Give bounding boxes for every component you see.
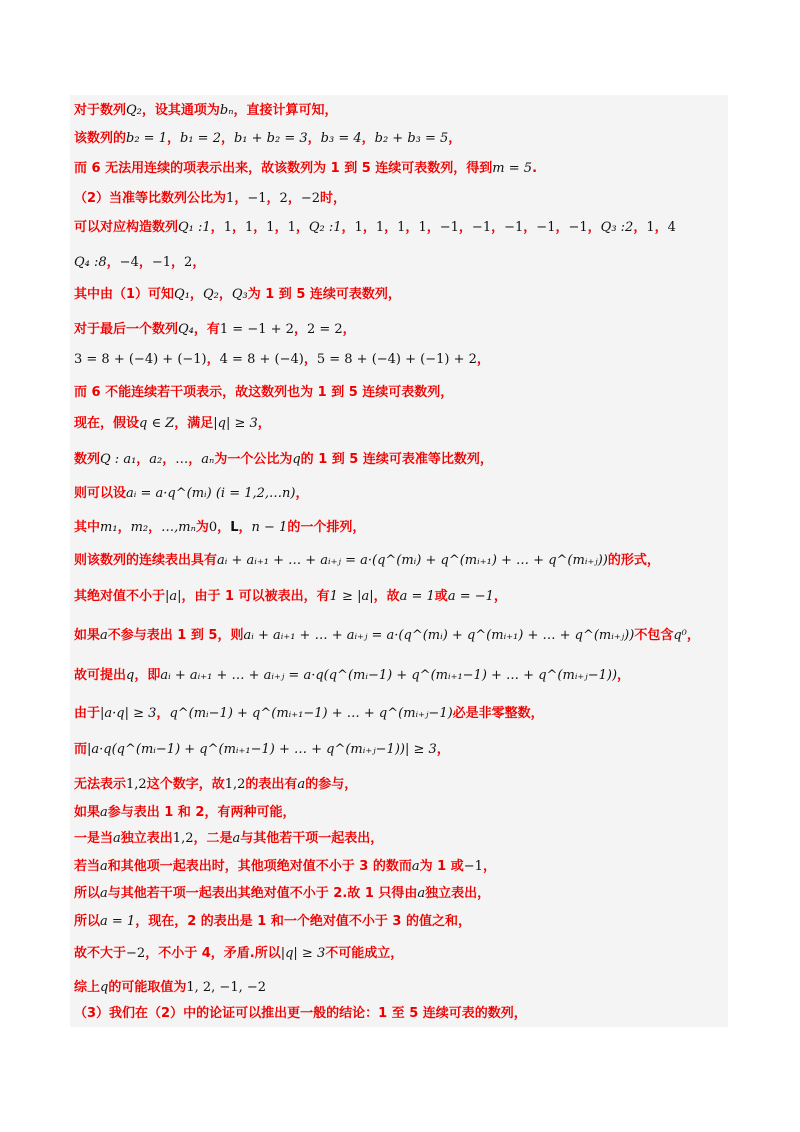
line-24	[74, 855, 496, 879]
math-run: a	[113, 831, 121, 846]
math-run: 1,2	[126, 777, 147, 792]
line-23	[74, 827, 383, 851]
line-14	[74, 516, 365, 540]
math-run: q	[100, 980, 109, 995]
math-run: Q₄	[178, 322, 194, 337]
math-run: Q₂ :1	[308, 220, 342, 235]
text-run: ，	[458, 220, 472, 235]
text-run: ，	[117, 520, 131, 535]
math-run: q⁰	[673, 628, 687, 643]
text-run: 为 1 到 5 连续可表数列，	[247, 287, 401, 302]
text-run: ，	[192, 255, 206, 270]
math-run: q^(mᵢ−1) + q^(mᵢ₊₁−1) + … + q^(mᵢ₊ⱼ−1)	[169, 706, 453, 721]
math-run: b₂ = 1	[126, 131, 167, 146]
math-run: a	[100, 859, 108, 874]
text-run: 而 6 不能连续若干项表示，故这数列也为 1 到 5 连续可表数列，	[74, 385, 454, 400]
math-run: 1	[244, 220, 254, 235]
text-run: 其中	[74, 520, 101, 535]
text-run: 时，	[320, 191, 347, 206]
text-run: 现在，假设	[74, 416, 140, 431]
math-run: 1, 2, −1, −2	[186, 980, 267, 995]
math-run: 1 ≥ |a|	[329, 589, 374, 604]
line-3	[74, 157, 537, 181]
math-run: |a·q(q^(mᵢ−1) + q^(mᵢ₊₁−1) + … + q^(mᵢ₊ⱼ−1))| ≥ 3	[87, 742, 437, 757]
math-run: 3 = 8 + (−4) + (−1)	[74, 352, 207, 367]
text-run: ，	[257, 416, 271, 431]
math-run: Q₂	[126, 103, 142, 118]
math-run: 1,2	[172, 831, 194, 846]
text-run: ，	[234, 191, 248, 206]
text-run: ，	[426, 220, 440, 235]
text-run: ，	[482, 859, 496, 874]
text-run: ，直接计算可知，	[233, 103, 338, 118]
text-run: ，	[217, 520, 231, 535]
line-7	[74, 283, 401, 307]
math-run: −1	[151, 255, 172, 270]
line-18	[74, 664, 630, 688]
math-run: 1,2	[224, 777, 246, 792]
math-run: 0	[208, 520, 218, 535]
text-run: ，	[189, 287, 203, 302]
line-12	[74, 448, 493, 472]
math-run: |q| ≥ 3	[213, 416, 258, 431]
text-run: 若当	[74, 859, 101, 874]
text-run: ，二是	[193, 831, 233, 846]
line-26	[74, 910, 471, 934]
line-16	[74, 585, 507, 609]
math-run: 4 = 8 + (−4)	[219, 352, 304, 367]
text-run: 数列	[74, 452, 101, 467]
math-run: aᵢ = a·q^(mᵢ) (i = 1,2,…n)	[126, 486, 296, 501]
line-21	[74, 773, 357, 797]
line-4	[74, 187, 346, 211]
math-run: 1	[375, 220, 385, 235]
text-run: ，	[238, 520, 252, 535]
text-run: 故可提出	[74, 668, 127, 683]
text-run: 不包含	[634, 628, 674, 643]
math-run: −2	[300, 191, 320, 206]
text-run: （2）当准等比数列公比为	[74, 191, 227, 206]
text-run: ，故	[373, 589, 400, 604]
line-25	[74, 882, 490, 906]
text-run: 其绝对值不小于	[74, 589, 166, 604]
line-17	[74, 624, 700, 648]
text-run: ，	[384, 220, 398, 235]
math-run: aₙ	[201, 452, 215, 467]
math-run: 1	[354, 220, 363, 235]
math-run: m₁	[100, 520, 118, 535]
math-run: …,mₙ	[161, 520, 196, 535]
math-run: q ∈ Z	[139, 416, 175, 431]
math-run: 1	[226, 191, 235, 206]
line-9	[74, 348, 490, 372]
math-run: m = 5	[492, 161, 533, 176]
text-run: ，	[162, 452, 176, 467]
math-run: n − 1	[251, 520, 288, 535]
math-run: −2	[126, 946, 146, 961]
text-run: ，	[307, 131, 321, 146]
math-run: 2	[184, 255, 193, 270]
text-run: ，	[136, 452, 150, 467]
text-run: 的一个排列，	[287, 520, 366, 535]
text-run: ，	[293, 322, 307, 337]
text-run: ，	[188, 452, 202, 467]
line-11	[74, 412, 271, 436]
math-run: Q₂	[202, 287, 219, 302]
text-run: 的参与，	[305, 777, 358, 792]
math-run: 1	[287, 220, 296, 235]
math-run: b₂ + b₃ = 5	[374, 131, 449, 146]
text-run: ，不小于 4，矛盾.所以	[145, 946, 281, 961]
line-22	[74, 801, 295, 825]
text-run: 的 1 到 5 连续可表准等比数列，	[300, 452, 493, 467]
text-run: ，现在，2 的表出是 1 和一个绝对值不小于 3 的值之和，	[135, 914, 471, 929]
text-run: 对于数列	[74, 103, 127, 118]
text-run: 如果	[74, 628, 101, 643]
text-run: 独立表出	[120, 831, 173, 846]
text-run: ，	[493, 589, 507, 604]
line-13	[74, 482, 309, 506]
math-run: 5 = 8 + (−4) + (−1) + 2	[316, 352, 477, 367]
line-28	[74, 976, 266, 1000]
text-run: 独立表出，	[425, 886, 491, 901]
text-run: ，	[138, 255, 152, 270]
text-run: （3）我们在（2）中的论证可以推出更一般的结论：1 至 5 连续可表的数列，	[74, 1006, 527, 1021]
text-run: ，满足	[174, 416, 214, 431]
text-run: ，	[361, 131, 375, 146]
text-run: 与其他若干项一起表出，	[240, 831, 384, 846]
text-run: ，有	[193, 322, 220, 337]
math-run: a	[297, 777, 306, 792]
math-run: 2 = 2	[306, 322, 343, 337]
text-run: ，	[633, 220, 647, 235]
line-8	[74, 318, 356, 342]
text-run: 而	[74, 742, 88, 757]
text-run: ，	[266, 191, 280, 206]
math-run: |a·q| ≥ 3	[100, 706, 157, 721]
math-run: −1	[504, 220, 524, 235]
text-run: 其中由（1）可知	[74, 287, 175, 302]
text-run: 综上	[74, 980, 101, 995]
text-run: 该数列的	[74, 131, 127, 146]
text-run: ，	[210, 220, 224, 235]
text-run: ，由于 1 可以被表出，有	[181, 589, 330, 604]
line-15	[74, 549, 660, 573]
text-run: 的形式，	[607, 553, 660, 568]
text-run: ，	[448, 131, 462, 146]
math-run: a	[100, 628, 108, 643]
text-run: ，	[253, 220, 267, 235]
math-run: −1	[463, 859, 483, 874]
math-run: Q₃ :2	[600, 220, 634, 235]
math-run: q	[292, 452, 301, 467]
text-run: ，	[362, 220, 376, 235]
text-run: 这个数字，故	[146, 777, 225, 792]
math-run: aᵢ + aᵢ₊₁ + … + aᵢ₊ⱼ = a·(q^(mᵢ) + q^(mᵢ₊₁) + … + q^(mᵢ₊ⱼ))	[243, 628, 635, 643]
math-run: |q| ≥ 3	[280, 946, 326, 961]
text-run: ，	[295, 220, 309, 235]
text-run: 与其他若干项一起表出其绝对值不小于 2.故 1 只得由	[107, 886, 418, 901]
math-run: −1	[536, 220, 556, 235]
text-run: 可以对应构造数列	[74, 220, 179, 235]
text-run: ，	[218, 287, 232, 302]
text-run: 和其他项一起表出时，其他项绝对值不小于 3 的数而	[107, 859, 412, 874]
math-run: 1	[397, 220, 406, 235]
text-run: 不可能成立，	[325, 946, 404, 961]
text-run: ，	[523, 220, 537, 235]
text-run: 则该数列的连续表出具有	[74, 553, 218, 568]
text-run: 无法表示	[74, 777, 127, 792]
math-run: 4	[667, 220, 676, 235]
line-10	[74, 381, 453, 405]
text-run: ，即	[134, 668, 161, 683]
math-run: b₃ = 4	[320, 131, 362, 146]
math-run: Q₁ :1	[178, 220, 211, 235]
math-run: aᵢ + aᵢ₊₁ + … + aᵢ₊ⱼ = a·q(q^(mᵢ−1) + q^(mᵢ₊₁−1) + … + q^(mᵢ₊ⱼ−1))	[160, 668, 618, 683]
text-run: 故不大于	[74, 946, 127, 961]
text-run: ，	[295, 486, 309, 501]
math-run: a	[100, 805, 108, 820]
text-run: 所以	[74, 886, 101, 901]
math-run: a	[100, 886, 108, 901]
text-run: 则可以设	[74, 486, 127, 501]
math-run: a₂	[149, 452, 163, 467]
text-run: ，	[148, 520, 162, 535]
text-run: 或	[434, 589, 448, 604]
math-run: m₂	[130, 520, 149, 535]
line-19	[74, 702, 544, 726]
text-run: ，	[156, 706, 170, 721]
math-run: −1	[471, 220, 492, 235]
math-run: |a|	[165, 589, 182, 604]
text-run: 所以	[74, 914, 101, 929]
text-run: ，	[405, 220, 419, 235]
text-run: 如果	[74, 805, 101, 820]
text-run: L	[230, 520, 239, 535]
math-run: b₁ = 2	[180, 131, 221, 146]
math-run: −4	[119, 255, 139, 270]
math-run: 1	[266, 220, 275, 235]
math-run: a	[417, 886, 426, 901]
math-run: Q₁	[174, 287, 190, 302]
math-run: a = −1	[447, 589, 494, 604]
text-run: 而 6 无法用连续的项表示出来，故该数列为 1 到 5 连续可表数列，得到	[74, 161, 493, 176]
text-run: .	[532, 161, 538, 176]
line-6	[74, 251, 205, 275]
text-run: 的表出有	[245, 777, 298, 792]
text-run: 为	[195, 520, 209, 535]
math-run: bₙ	[219, 103, 234, 118]
text-run: ，	[654, 220, 668, 235]
text-run: ，	[303, 352, 317, 367]
text-run: ，	[106, 255, 120, 270]
math-run: 1	[646, 220, 655, 235]
math-run: Q₃	[231, 287, 248, 302]
math-run: 1	[223, 220, 232, 235]
text-run: 的可能取值为	[108, 980, 187, 995]
math-run: −1	[568, 220, 588, 235]
math-run: −1	[439, 220, 459, 235]
text-run: ，	[686, 628, 700, 643]
line-27	[74, 942, 403, 966]
text-run: ，设其通项为	[141, 103, 220, 118]
text-run: 为一个公比为	[214, 452, 293, 467]
line-20	[74, 738, 450, 762]
text-run: ，	[587, 220, 601, 235]
math-run: Q : a₁	[100, 452, 137, 467]
text-run: ，	[206, 352, 220, 367]
text-run: ，	[617, 668, 631, 683]
text-run: 不参与表出 1 到 5，则	[107, 628, 244, 643]
text-run: ，	[436, 742, 450, 757]
math-run: aᵢ + aᵢ₊₁ + … + aᵢ₊ⱼ = a·(q^(mᵢ) + q^(mᵢ₊₁) + … + q^(mᵢ₊ⱼ))	[217, 553, 608, 568]
math-run: 1	[418, 220, 427, 235]
line-5	[74, 216, 676, 240]
text-run: ，	[220, 131, 234, 146]
math-run: 1 = −1 + 2	[219, 322, 294, 337]
text-run: 为 1 或	[419, 859, 464, 874]
text-run: 由于	[74, 706, 101, 721]
math-run: a = 1	[399, 589, 435, 604]
text-run: ，	[555, 220, 569, 235]
text-run: ，	[171, 255, 185, 270]
text-run: 必是非零整数，	[452, 706, 544, 721]
text-run: ，	[287, 191, 301, 206]
line-1	[74, 99, 338, 123]
text-run: ，	[231, 220, 245, 235]
math-run: q	[126, 668, 135, 683]
text-run: ，	[166, 131, 180, 146]
math-run: b₁ + b₂ = 3	[233, 131, 308, 146]
line-29	[74, 1002, 527, 1026]
math-run: …	[175, 452, 189, 467]
text-run: ，	[342, 322, 356, 337]
math-run: Q₄ :8	[74, 255, 107, 270]
math-run: a	[232, 831, 241, 846]
text-run: ，	[491, 220, 505, 235]
text-run: ，	[476, 352, 490, 367]
text-run: 对于最后一个数列	[74, 322, 179, 337]
text-run: ，	[341, 220, 355, 235]
math-run: 2	[279, 191, 288, 206]
text-run: ，	[274, 220, 288, 235]
text-run: 参与表出 1 和 2，有两种可能，	[107, 805, 296, 820]
math-run: a	[411, 859, 420, 874]
math-run: −1	[247, 191, 267, 206]
line-2	[74, 127, 461, 151]
text-run: 一是当	[74, 831, 114, 846]
math-run: a = 1	[100, 914, 136, 929]
